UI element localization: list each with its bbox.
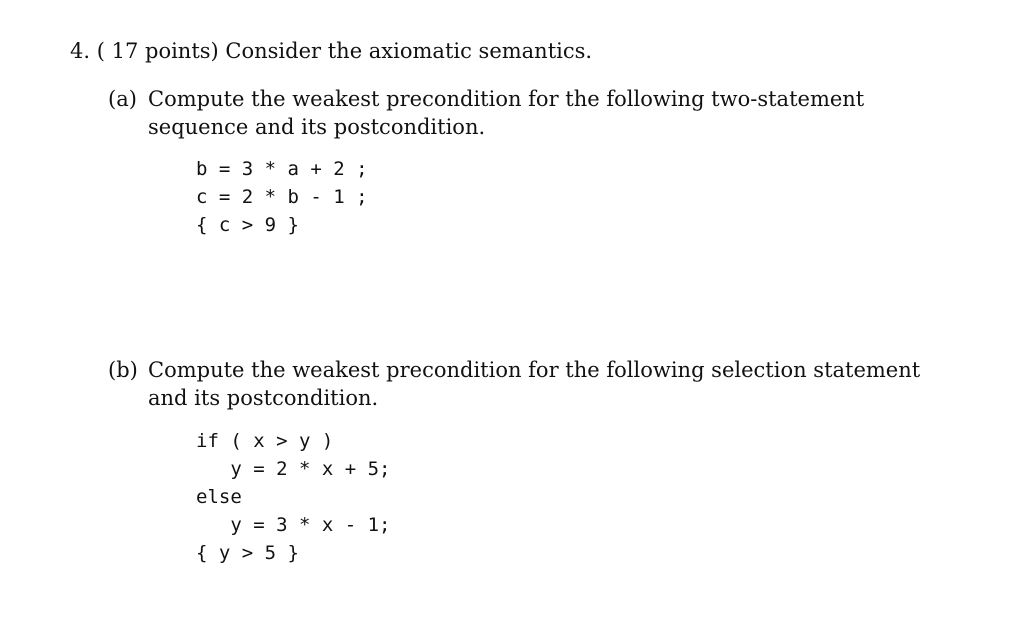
code-postcondition: { y > 5 } (196, 542, 299, 564)
code-postcondition: { c > 9 } (196, 214, 299, 236)
part-b-text: Compute the weakest precondition for the following selection statement and its postcondition. (148, 358, 921, 410)
code-line: y = 3 * x - 1; (196, 514, 391, 536)
problem-title: ( 17 points) Consider the axiomatic semantics. (96, 39, 593, 63)
part-a-label: (a) (108, 87, 137, 111)
code-line: if ( x > y ) (196, 430, 334, 452)
part-a-text: Compute the weakest precondition for the following two-statement sequence and its postcondition. (148, 87, 865, 139)
part-b (108, 356, 948, 416)
part-a (108, 85, 948, 145)
code-line: y = 2 * x + 5; (196, 458, 391, 480)
part-b-label: (b) (108, 358, 138, 382)
code-line: b = 3 * a + 2 ; (196, 158, 368, 180)
code-line: else (196, 486, 242, 508)
problem-number: 4. (70, 39, 91, 63)
code-line: c = 2 * b - 1 ; (196, 186, 368, 208)
problem-heading (70, 37, 592, 65)
